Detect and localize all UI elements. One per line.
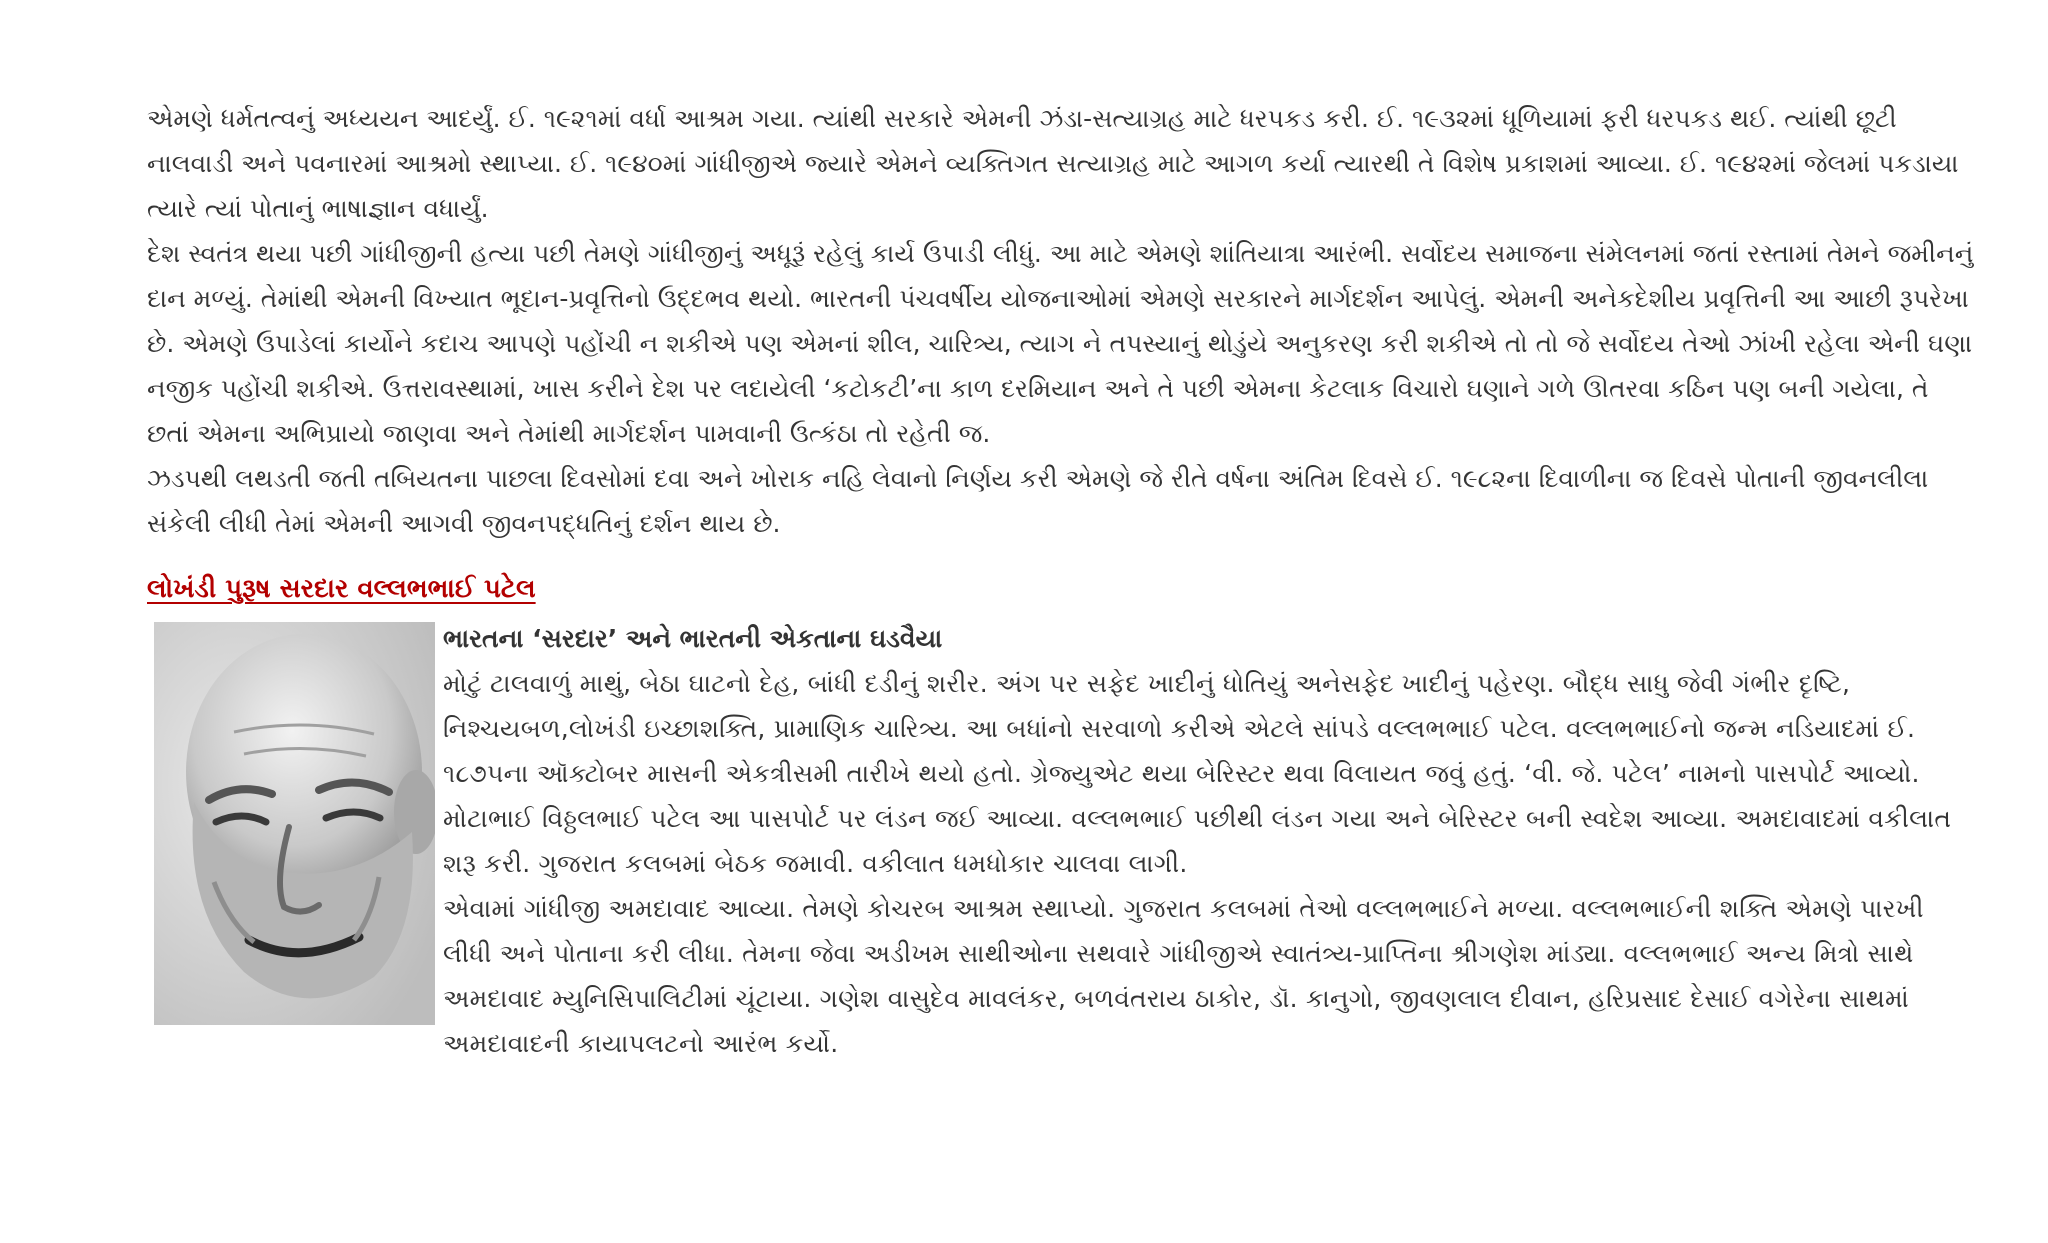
bio-paragraph-2: એવામાં ગાંધીજી અમદાવાદ આવ્યા. તેમણે કોચરબ આશ્રમ સ્થાપ્યો. ગુજરાત કલબમાં તેઓ વલ્લભભાઈને મળ્યા. વલ્લભભાઈની શક્તિ એમણે પારખી લીધી અને પોતાના કરી લીધા. તેમના જેવા અડીખમ સાથીઓના સથવારે ગાંધીજીએ સ્વાતંત્ર્ય-પ્રાપ્તિના શ્રીગણેશ માંડ્યા. વલ્લભભાઈ અન્ય મિત્રો સાથે અમદાવાદ મ્યુનિસિપાલિટીમાં ચૂંટાયા. ગણેશ વાસુદેવ માવલંકર, બળવંતરાય ઠાકોર, ડૉ. કાનુગો, જીવણલાલ દીવાન, હરિપ્રસાદ દેસાઈ વગેરેના સાથમાં અમદાવાદની કાયાપલટનો આરંભ કર્યો. [443, 894, 1924, 1058]
section-subtitle: ભારતના ‘સરદાર’ અને ભારતની એકતાના ઘડવૈયા [443, 624, 943, 653]
bio-paragraph-1: મોટું ટાલવાળું માથું, બેઠા ઘાટનો દેહ, બાંધી દડીનું શરીર. અંગ પર સફેદ ખાદીનું ધોતિયું અનેસફેદ ખાદીનું પહેરણ. બૌદ્ધ સાધુ જેવી ગંભીર દૃષ્ટિ, નિશ્ચયબળ,લોખંડી ઇચ્છાશક્તિ, પ્રામાણિક ચારિત્ર્ય. આ બધાંનો સરવાળો કરીએ એટલે સાંપડે વલ્લભભાઈ પટેલ. વલ્લભભાઈનો જન્મ નડિયાદમાં ઈ. ૧૮૭૫ના ઑક્ટોબર માસની એકત્રીસમી તારીખે થયો હતો. ગ્રેજ્યુએટ થયા બેરિસ્ટર થવા વિલાયત જવું હતું. ‘વી. જે. પટેલ’ નામનો પાસપોર્ટ આવ્યો. મોટાભાઈ વિઠ્ઠલભાઈ પટેલ આ પાસપોર્ટ પર લંડન જઈ આવ્યા. વલ્લભભાઈ પછીથી લંડન ગયા અને બેરિસ્ટર બની સ્વદેશ આવ્યા. અમદાવાદમાં વકીલાત શરૂ કરી. ગુજરાત કલબમાં બેઠક જમાવી. વકીલાત ધમધોકાર ચાલવા લાગી. [443, 669, 1952, 878]
intro-paragraph-3: ઝડપથી લથડતી જતી તબિયતના પાછલા દિવસોમાં દવા અને ખોરાક નહિ લેવાનો નિર્ણય કરી એમણે જે રીતે વર્ષના અંતિમ દિવસે ઈ. ૧૯૮૨ના દિવાળીના જ દિવસે પોતાની જીવનલીલા સંકેલી લીધી તેમાં એમની આગવી જીવનપદ્ધતિનું દર્શન થાય છે. [147, 464, 1929, 538]
biography-section [443, 616, 1978, 1066]
portrait-photo-icon [154, 622, 435, 1025]
intro-paragraph-2: દેશ સ્વતંત્ર થયા પછી ગાંધીજીની હત્યા પછી તેમણે ગાંધીજીનું અધૂરૂં રહેલું કાર્ય ઉપાડી લીધું. આ માટે એમણે શાંતિયાત્રા આરંભી. સર્વોદય સમાજના સંમેલનમાં જતાં રસ્તામાં તેમને જમીનનું દાન મળ્યું. તેમાંથી એમની વિખ્યાત ભૂદાન-પ્રવૃત્તિનો ઉદ્દભવ થયો. ભારતની પંચવર્ષીય યોજનાઓમાં એમણે સરકારને માર્ગદર્શન આપેલું. એમની અનેકદેશીય પ્રવૃત્તિની આ આછી રૂપરેખા છે. એમણે ઉપાડેલાં કાર્યોને કદાચ આપણે પહોંચી ન શકીએ પણ એમનાં શીલ, ચારિત્ર્ય, ત્યાગ ને તપસ્યાનું થોડુંયે અનુકરણ કરી શકીએ તો તો જે સર્વોદય તેઓ ઝાંખી રહેલા એની ઘણા નજીક પહોંચી શકીએ. ઉત્તરાવસ્થામાં, ખાસ કરીને દેશ પર લદાયેલી ‘કટોકટી’ના કાળ દરમિયાન અને તે પછી એમના કેટલાક વિચારો ઘણાને ગળે ઊતરવા કઠિન પણ બની ગયેલા, તે છતાં એમના અભિપ્રાયો જાણવા અને તેમાંથી માર્ગદર્શન પામવાની ઉત્કંઠા તો રહેતી જ. [147, 239, 1974, 448]
section-title-link[interactable]: લોખંડી પુરૂષ સરદાર વલ્લભભાઈ પટેલ [147, 574, 536, 604]
portrait-image [154, 622, 435, 1025]
intro-paragraph-1: એમણે ધર્મતત્વનું અધ્યયન આદર્યું. ઈ. ૧૯૨૧માં વર્ધા આશ્રમ ગયા. ત્યાંથી સરકારે એમની ઝંડા-સત્યાગ્રહ માટે ધરપકડ કરી. ઈ. ૧૯૩૨માં ધૂળિયામાં ફરી ધરપકડ થઈ. ત્યાંથી છૂટી નાલવાડી અને પવનારમાં આશ્રમો સ્થાપ્યા. ઈ. ૧૯૪૦માં ગાંધીજીએ જ્યારે એમને વ્યક્તિગત સત્યાગ્રહ માટે આગળ કર્યા ત્યારથી તે વિશેષ પ્રકાશમાં આવ્યા. ઈ. ૧૯૪૨માં જેલમાં પકડાયા ત્યારે ત્યાં પોતાનું ભાષાજ્ઞાન વધાર્યું. [147, 104, 1959, 223]
intro-section [147, 96, 1977, 546]
